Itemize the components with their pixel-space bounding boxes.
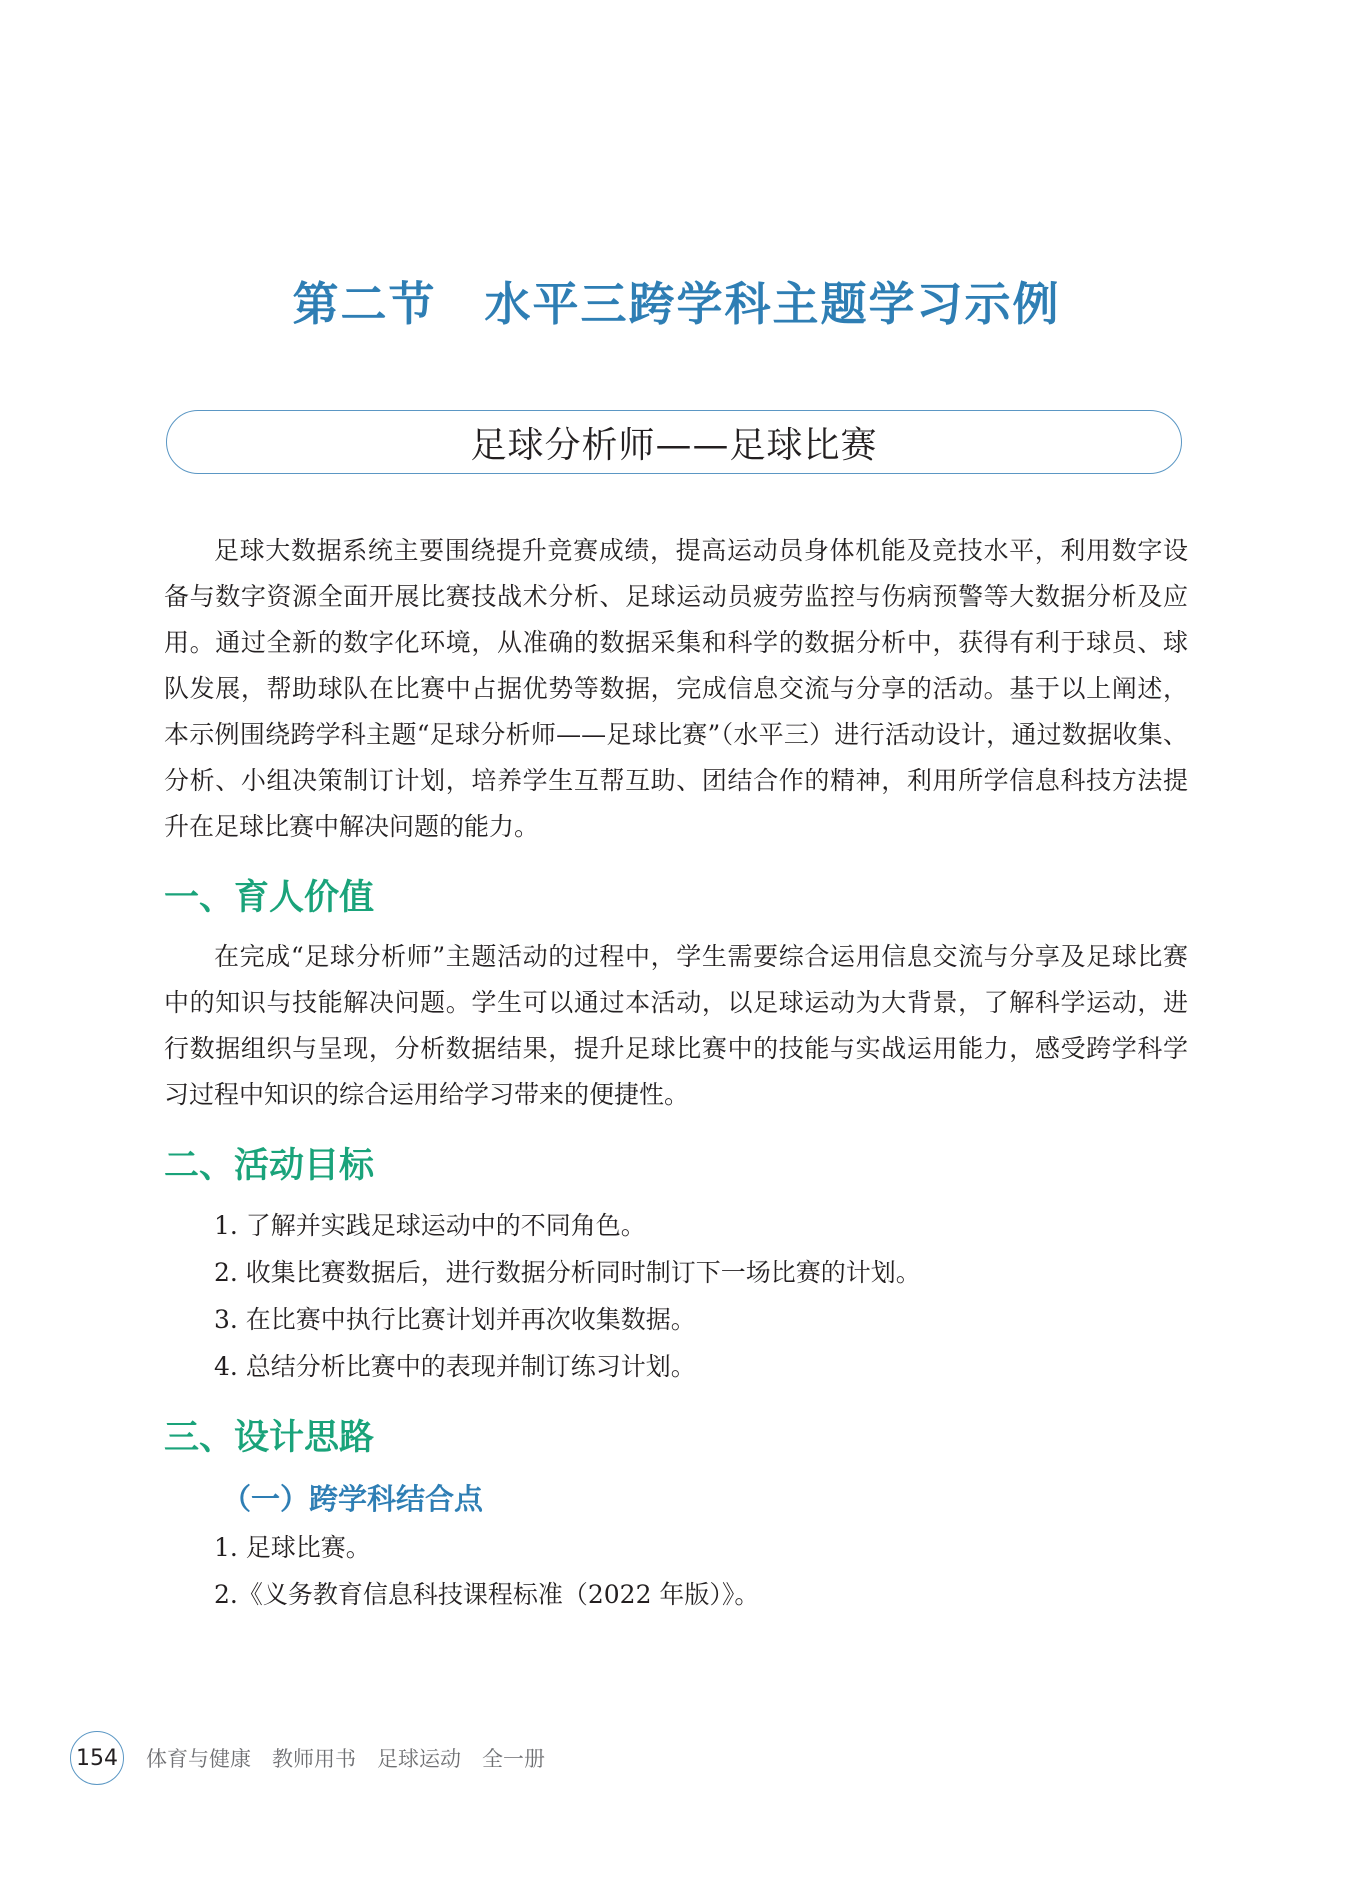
topic-title: 足球分析师——足球比赛 — [470, 424, 878, 466]
list-item: 2.《义务教育信息科技课程标准（2022 年版）》。 — [214, 1580, 760, 1609]
section-heading: 二、活动目标 — [164, 1146, 375, 1186]
list-item: 3. 在比赛中执行比赛计划并再次收集数据。 — [214, 1305, 696, 1334]
page-number: 154 — [70, 1731, 124, 1785]
section-activity-goals — [164, 1138, 1188, 1390]
section-education-value — [164, 870, 1188, 1118]
chapter-title: 第二节 水平三跨学科主题学习示例 — [292, 277, 1061, 331]
main-content — [164, 528, 1188, 1618]
section-heading: 一、育人价值 — [164, 878, 375, 918]
intro-paragraph: 足球大数据系统主要围绕提升竞赛成绩，提高运动员身体机能及竞技水平，利用数字设备与数字资源全面开展比赛技战术分析、足球运动员疲劳监控与伤病预警等大数据分析及应用。通过全新的数字化环境，从准确的数据采集和科学的数据分析中，获得有利于球员、球队发展，帮助球队在比赛中占据优势等数据，完成信息交流与分享的活动。基于以上阐述，本示例围绕跨学科主题“足球分析师——足球比赛”（水平三）进行活动设计，通过数据收集、分析、小组决策制订计划，培养学生互帮互助、团结合作的精神，利用所学信息科技方法提升在足球比赛中解决问题的能力。 — [164, 536, 1188, 841]
page-footer — [70, 1730, 545, 1786]
section-design-ideas — [164, 1410, 1188, 1618]
list-item: 4. 总结分析比赛中的表现并制订练习计划。 — [214, 1352, 696, 1381]
list-item: 2. 收集比赛数据后，进行数据分析同时制订下一场比赛的计划。 — [214, 1258, 921, 1287]
section-paragraph: 在完成“足球分析师”主题活动的过程中，学生需要综合运用信息交流与分享及足球比赛中的知识与技能解决问题。学生可以通过本活动，以足球运动为大背景，了解科学运动，进行数据组织与呈现，分析数据结果，提升足球比赛中的技能与实战运用能力，感受跨学科学习过程中知识的综合运用给学习带来的便捷性。 — [164, 942, 1188, 1109]
list-item: 1. 了解并实践足球运动中的不同角色。 — [214, 1211, 646, 1240]
list-item: 1. 足球比赛。 — [214, 1533, 371, 1562]
book-info: 体育与健康 教师用书 足球运动 全一册 — [146, 1747, 545, 1771]
section-heading: 三、设计思路 — [164, 1418, 375, 1458]
sub-heading: （一）跨学科结合点 — [222, 1482, 484, 1516]
topic-banner — [166, 410, 1182, 474]
